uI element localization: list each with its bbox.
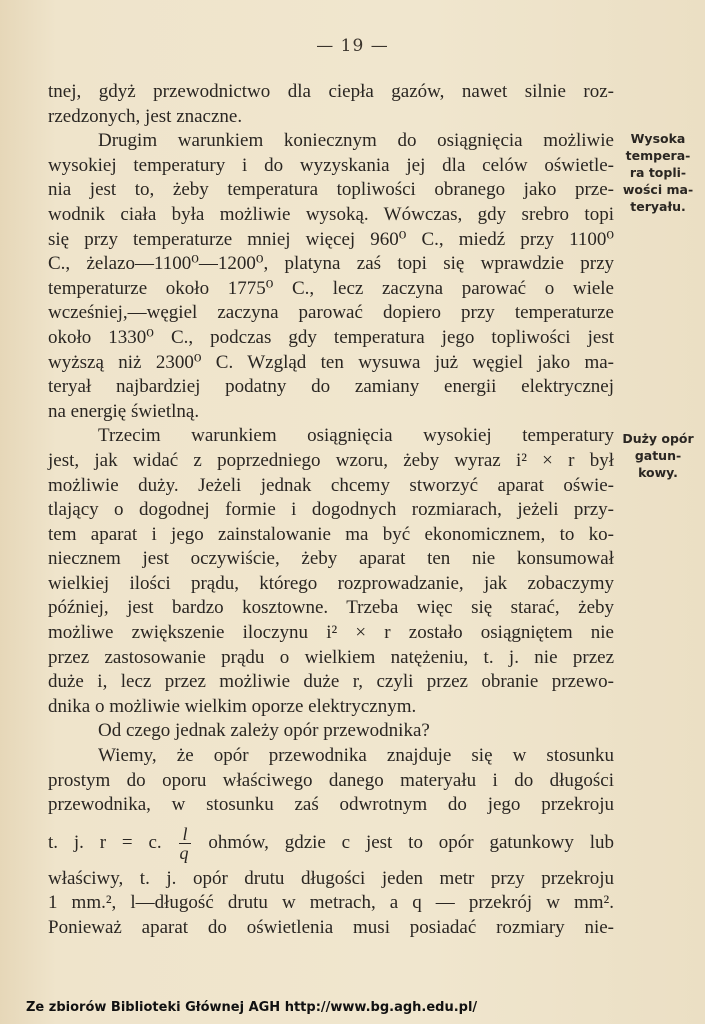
margin-note-line: ra topli- [629,165,687,180]
text-line: na energię świetlną. [48,400,200,422]
margin-note-high-melting-point [620,130,696,215]
margin-note-line: Duży opór [622,431,694,446]
text-line: możliwe zwiększenie iloczynu i² × r zostało osiągniętem nie [48,622,614,644]
margin-note-high-resistivity [620,430,696,481]
text-line: teryał najbardziej podatny do zamiany energii elektrycznej [48,376,614,398]
text-line: C., żelazo—1100⁰—1200⁰, platyna zaś topi się wprawdzie przy [48,253,614,275]
text-line: możliwie duży. Jeżeli jednak chcemy stworzyć aparat oświe- [48,474,614,496]
text-line: wcześniej,—węgiel zaczyna parować dopiero przy temperaturze [48,302,614,324]
text-line: niecznem jest oczywiście, żeby aparat ten nie konsumował [48,548,614,570]
margin-note-line: Wysoka [630,131,686,146]
text-line: przewodnika, w stosunku zaś odwrotnym do jego przekroju [48,794,614,816]
text-line: Ponieważ aparat do oświetlenia musi posiadać rozmiary nie- [48,917,614,938]
library-footer: Ze zbiorów Biblioteki Głównej AGH http://www.bg.agh.edu.pl/ [26,1000,478,1015]
formula-line [48,818,614,867]
text-line: nia jest to, żeby temperatura topliwości obranego jako prze- [48,179,614,201]
text-line: Trzecim warunkiem osiągnięcia wysokiej temperatury [98,425,614,447]
text-line: wyższą niż 2300⁰ C. Wzgląd ten wysuwa już węgiel jako ma- [48,351,614,373]
text-line: prostym do oporu właściwego danego materyału i do długości [48,769,614,791]
text-line: Od czego jednak zależy opór przewodnika? [98,720,430,742]
margin-note-line: wości ma- [622,182,694,197]
text-line: 1 mm.², l—długość drutu w metrach, a q — przekrój w mm². [48,892,614,914]
text-line: wielkiej ilości prądu, którego rozprowadzanie, jak zobaczymy [48,572,614,594]
text-line: się przy temperaturze mniej więcej 960⁰ C., miedź przy 1100⁰ [48,228,614,250]
text-line: przez zastosowanie prądu o wielkiem natężeniu, t. j. nie przez [48,646,614,668]
formula-fraction [179,825,190,862]
text-line: właściwy, t. j. opór drutu długości jeden metr przy przekroju [48,867,614,889]
text-line: Wiemy, że opór przewodnika znajduje się w stosunku [98,745,614,767]
text-line: temperaturze około 1775⁰ C., lecz zaczyna parować o wiele [48,277,614,299]
text-line: dnika o możliwie wielkim oporze elektrycznym. [48,695,417,717]
text-line: około 1330⁰ C., podczas gdy temperatura jego topliwości jest [48,326,614,348]
text-line: tem aparat i jego zainstalowanie ma być ekonomicznem, to ko- [48,523,614,545]
text-line: jest, jak widać z poprzedniego wzoru, żeby wyraz i² × r był [48,449,614,471]
margin-note-line: teryału. [630,199,686,214]
margin-note-line: kowy. [638,465,678,480]
formula-numerator: l [179,825,190,844]
text-line: później, jest bardzo kosztowne. Trzeba więc się starać, żeby [48,597,614,619]
formula-prefix: t. j. r = c. [48,831,162,853]
formula-suffix: ohmów, gdzie c jest to opór gatunkowy lub [208,831,615,853]
body-text [48,80,614,941]
text-line: rzedzonych, jest znaczne. [48,105,243,127]
text-line: wysokiej temperatury i do wyzyskania jej dla celów oświetle- [48,154,614,176]
page-number: — 19 — [316,36,389,56]
formula-denominator: q [179,842,189,863]
text-line: tnej, gdyż przewodnictwo dla ciepła gazów, nawet silnie roz- [48,81,614,102]
margin-note-line: tempera- [625,148,691,163]
text-line: tlający o dogodnej formie i dogodnych rozmiarach, jeżeli przy- [48,499,614,521]
margin-note-line: gatun- [634,448,682,463]
text-line: duże i, lecz przez możliwie duże r, czyli przez obranie przewo- [48,671,614,693]
text-line: wodnik ciała była możliwie wysoką. Wówczas, gdy srebro topi [48,203,614,225]
text-line: Drugim warunkiem koniecznym do osiągnięcia możliwie [98,130,614,152]
